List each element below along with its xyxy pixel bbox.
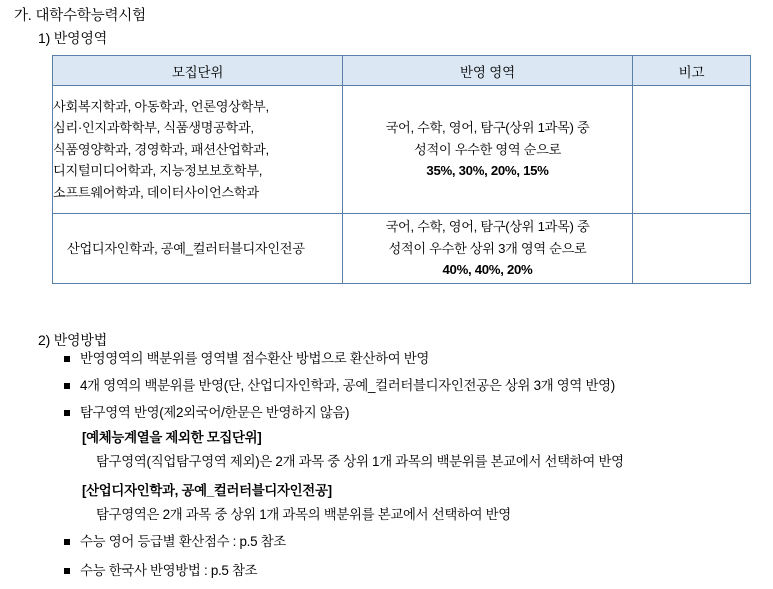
list-item: 4개 영역의 백분위를 반영(단, 산업디자인학과, 공예_컬러터블디자인전공은 상위 3개 영역 반영) <box>62 377 762 395</box>
table-header-row <box>53 56 751 86</box>
section-2-title: 2) 반영방법 <box>38 332 108 348</box>
header-unit: 모집단위 <box>53 56 343 86</box>
area-line: 국어, 수학, 영어, 탐구(상위 1과목) 중 <box>385 120 590 136</box>
area-line: 성적이 우수한 영역 순으로 <box>414 141 561 157</box>
cell-unit <box>53 86 343 214</box>
reflection-areas-table <box>52 55 751 284</box>
unit-line: 심리·인지과학학부, 식품생명공학과, <box>53 120 254 136</box>
page-title: 가. 대학수학능력시험 <box>14 8 146 24</box>
sub-block-label: [예체능계열을 제외한 모집단위] <box>82 430 262 446</box>
sub-block <box>82 428 762 472</box>
sub-block-label: [산업디자인학과, 공예_컬러터블디자인전공] <box>82 482 332 498</box>
cell-note <box>633 86 751 214</box>
header-note: 비고 <box>633 56 751 86</box>
list-item: 탐구영역 반영(제2외국어/한문은 반영하지 않음) <box>62 404 762 422</box>
sub-block-text: 탐구영역은 2개 과목 중 상위 1개 과목의 백분위를 본교에서 선택하여 반영 <box>96 506 511 522</box>
header-area: 반영 영역 <box>343 56 633 86</box>
unit-line: 디지털미디어학과, 지능정보보호학부, <box>53 163 263 179</box>
sub-block-text: 탐구영역(직업탐구영역 제외)은 2개 과목 중 상위 1개 과목의 백분위를 본교에서 선택하여 반영 <box>96 454 624 470</box>
cell-area <box>343 214 633 284</box>
unit-line: 소프트웨어학과, 데이터사이언스학과 <box>53 184 259 200</box>
cell-area <box>343 86 633 214</box>
list-item: 수능 영어 등급별 환산점수 : p.5 참조 <box>62 533 762 551</box>
list-item: 반영영역의 백분위를 영역별 점수환산 방법으로 환산하여 반영 <box>62 350 762 368</box>
area-weights: 35%, 30%, 20%, 15% <box>426 163 549 179</box>
area-weights: 40%, 40%, 20% <box>442 262 533 278</box>
area-line: 성적이 우수한 상위 3개 영역 순으로 <box>388 240 587 256</box>
table-row <box>53 214 751 284</box>
sub-block <box>82 481 762 525</box>
list-item: 수능 한국사 반영방법 : p.5 참조 <box>62 562 762 580</box>
reflection-method-list <box>62 350 762 589</box>
area-line: 국어, 수학, 영어, 탐구(상위 1과목) 중 <box>385 219 590 235</box>
section-1-title: 1) 반영영역 <box>38 30 108 46</box>
unit-line: 산업디자인학과, 공예_컬러터블디자인전공 <box>67 240 305 256</box>
unit-line: 사회복지학과, 아동학과, 언론영상학부, <box>53 99 269 115</box>
cell-unit <box>53 214 343 284</box>
unit-line: 식품영양학과, 경영학과, 패션산업학과, <box>53 141 269 157</box>
table-row <box>53 86 751 214</box>
cell-note <box>633 214 751 284</box>
